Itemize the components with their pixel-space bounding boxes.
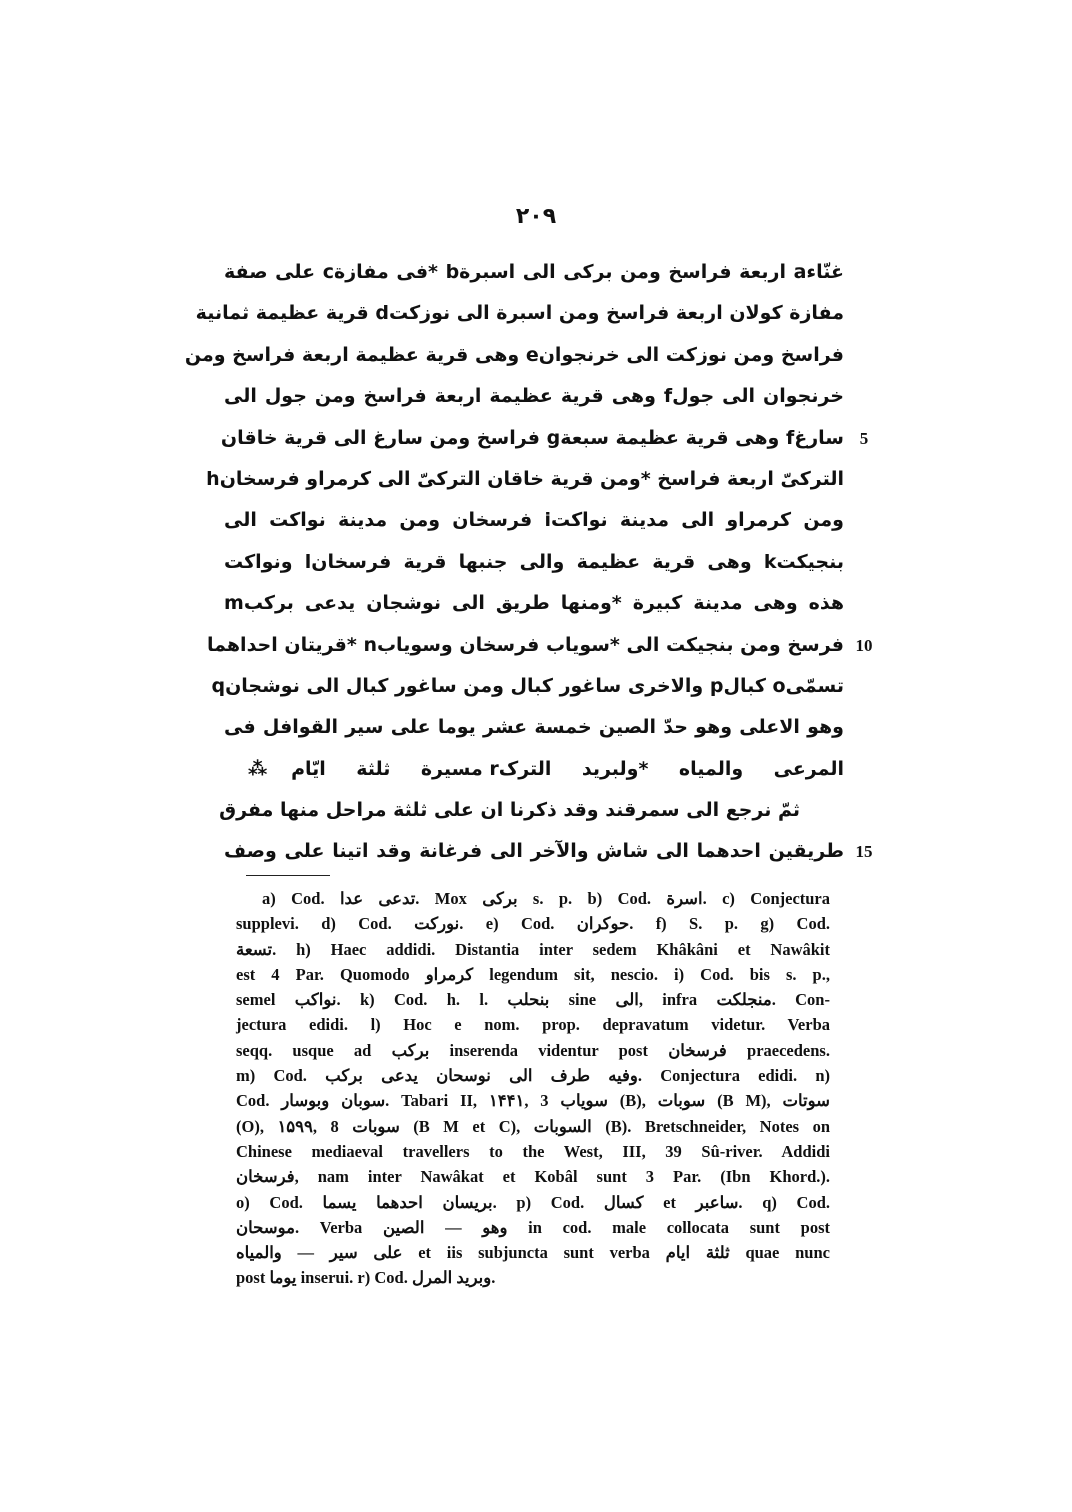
arabic-text-line: ثمّ نرجع الى سمرقند وقد ذكرنا ان على ثلثة مراحل منها مفرق bbox=[219, 799, 800, 822]
footnote-divider bbox=[246, 875, 330, 876]
text-line bbox=[224, 749, 844, 790]
text-line bbox=[224, 252, 844, 293]
footnote-line: supplevi. d) Cod. نورکت. e) Cod. حوکران. f) S. p. g) Cod. bbox=[236, 914, 830, 934]
footnote-line: seqq. usque ad برکب inserenda videntur post فرسخان praecedens. bbox=[236, 1040, 830, 1060]
text-line bbox=[224, 376, 844, 417]
arabic-text-line: طريقين احدهما الى شاش والآخر الى فرغانة وقد اتينا على وصف bbox=[224, 840, 844, 863]
footnote-line: فرسخان, nam inter Nawâkat et Kobâl sunt 3 Par. (Ibn Khord.). bbox=[236, 1167, 830, 1187]
line-number: 10 bbox=[855, 635, 873, 655]
arabic-text-line: المرعى والمياه *ولبريد الترکr مسيرة ثلثة ايّام⁂ bbox=[224, 757, 845, 780]
main-text bbox=[184, 252, 873, 873]
arabic-text-line: ومن كرمراو الى مدينة نواكتi فرسخان ومن مدينة نواكت الى bbox=[224, 509, 844, 532]
arabic-text-line: تسمّىo كبالp والاخرى ساغور كبال ومن ساغور كبال الى نوشجانq bbox=[211, 674, 844, 697]
arabic-text-line: فرسخ ومن بنجيكت الى *سوياب فرسخان وسويابn *قريتان احداهما bbox=[207, 633, 844, 656]
arabic-text-line: مفازة كولان اربعة فراسخ ومن اسبرة الى نوزكتd قرية عظيمة ثمانية bbox=[195, 302, 844, 325]
page-number: ۲۰۹ bbox=[515, 204, 557, 229]
text-line bbox=[224, 707, 844, 748]
footnote-line: a) Cod. تدعى عدا. Mox بركى s. p. b) Cod. اسرة. c) Conjectura bbox=[262, 889, 831, 908]
text-line bbox=[207, 625, 873, 666]
arabic-text-line: وهو الاعلى وهو حدّ الصين خمسة عشر يوما على سير القوافل فى bbox=[224, 716, 844, 739]
footnote-line: m) Cod. وفيه طرف الى نوسحان يدعى برکب. Conjectura edidi. n) bbox=[236, 1066, 830, 1086]
text-line bbox=[211, 666, 844, 707]
text-line bbox=[184, 335, 844, 376]
line-number: 5 bbox=[859, 428, 869, 448]
text-line bbox=[206, 459, 844, 500]
line-number: 15 bbox=[855, 842, 873, 862]
footnotes bbox=[236, 886, 830, 1291]
arabic-text-line: غنّاءa اربعة فراسخ ومن بركى الى اسبرةb *فى مفازةc على صفة bbox=[224, 261, 844, 283]
footnote-line: على سير — والمياه et iis subjuncta sunt verba ثلثة ايام quae nunc bbox=[236, 1243, 830, 1263]
footnote-line: تسعة. h) Haec addidi. Distantia inter sedem Khâkâni et Nawâkit bbox=[236, 939, 830, 959]
text-line bbox=[224, 542, 844, 583]
arabic-text-line: خرنجوان الى جولf وهى قرية عظيمة اربعة فراسخ ومن جول الى bbox=[224, 385, 844, 408]
text-line bbox=[195, 293, 844, 334]
arabic-text-line: التركىّ اربعة فراسخ *ومن قرية خاقان التركىّ الى كرمراو فرسخانh bbox=[206, 467, 844, 490]
text-line bbox=[224, 583, 844, 624]
footnote-line: (O), ۱۵۹۹, 8 سوبات (B M et C), السوبات (B). Bretschneider, Notes on bbox=[236, 1116, 830, 1136]
text-line bbox=[224, 831, 873, 872]
footnote-line: post يوما inserui. r) Cod. وبريد المرل. bbox=[236, 1268, 496, 1288]
footnote-line: Cod. سوبان وبوسار. Tabari II, ۱۴۴۱, 3 سویاب (B), سوبات (B M), سوتات bbox=[236, 1091, 830, 1111]
footnote-line: jectura edidi. l) Hoc e nom. prop. depravatum videtur. Verba bbox=[236, 1015, 830, 1035]
arabic-text-line: سارغf وهى قرية عظيمة سبعةg فراسخ ومن سارغ الى قرية خاقان bbox=[220, 426, 844, 449]
arabic-text-line: بنجيكتk وهى قرية عظيمة والى جنبها قرية فرسخانl ونواكت bbox=[224, 550, 844, 573]
text-line bbox=[224, 500, 844, 541]
footnote-line: موسحان. Verba وهو — الصين in cod. male collocata sunt post bbox=[236, 1217, 830, 1237]
arabic-text-line: هذه وهى مدينة كبيرة *ومنها طريق الى نوشجان يدعى بركبm bbox=[224, 592, 844, 615]
footnote-line: Chinese mediaeval travellers to the West, III, 39 Sû-river. Addidi bbox=[236, 1141, 830, 1161]
footnote-line: est 4 Par. Quomodo کرمراو legendum sit, nescio. i) Cod. bis s. p., bbox=[236, 964, 830, 984]
footnote-line: o) Cod. بريسان احدهما يسما. p) Cod. کسال et ساعبر. q) Cod. bbox=[236, 1192, 831, 1212]
arabic-text-line: فراسخ ومن نوزكت الى خرنجوانe وهى قرية عظيمة اربعة فراسخ ومن bbox=[184, 343, 844, 366]
text-line bbox=[219, 790, 844, 831]
text-line bbox=[220, 418, 869, 459]
footnote-line: semel نواکب. k) Cod. h. l. بنحلب sine الى, infra منجلکت. Con- bbox=[236, 990, 830, 1010]
